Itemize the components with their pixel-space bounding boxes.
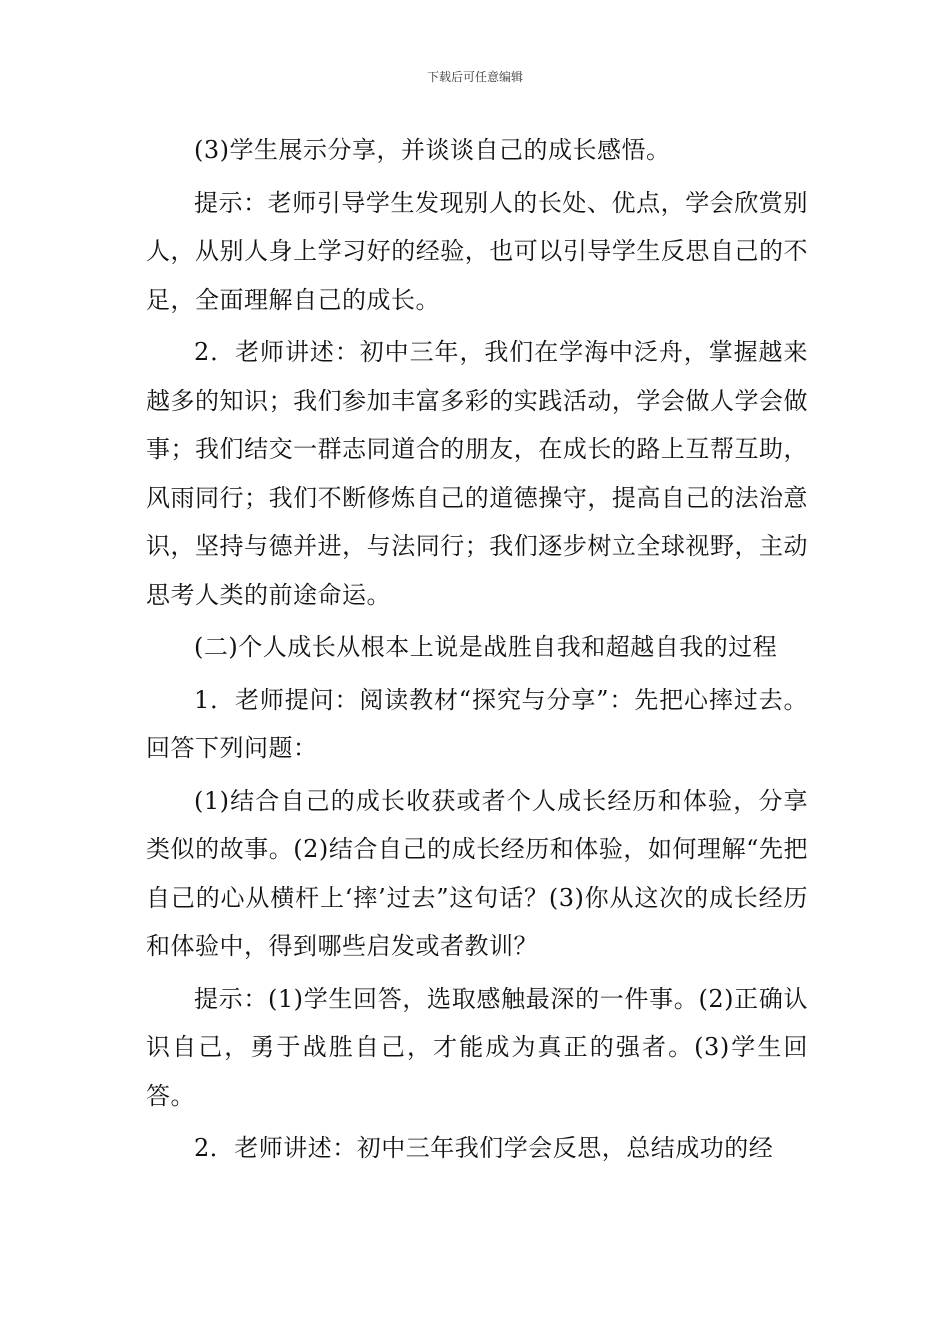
paragraph-student-sharing: (3)学生展示分享，并谈谈自己的成长感悟。: [194, 136, 671, 164]
paragraph-questions: (1)结合自己的成长收获或者个人成长经历和体验，分享类似的故事。(2)结合自己的成长经历和体验，如何理解“先把自己的心从横杆上‘摔’过去”这句话？(3)你从这次的成长经历和体验中，得到哪些启发或者教训？: [146, 786, 808, 960]
paragraph-teacher-reflection: 2．老师讲述：初中三年我们学会反思，总结成功的经: [194, 1134, 774, 1162]
paragraph-hint-appreciate: 提示：老师引导学生发现别人的长处、优点，学会欣赏别人，从别人身上学习好的经验，也可以引导学生反思自己的不足，全面理解自己的成长。: [146, 188, 808, 314]
paragraph-teacher-question: 1．老师提问：阅读教材“探究与分享”：先把心摔过去。回答下列问题：: [146, 685, 808, 762]
paragraph-teacher-narration: 2．老师讲述：初中三年，我们在学海中泛舟，掌握越来越多的知识；我们参加丰富多彩的实践活动，学会做人学会做事；我们结交一群志同道合的朋友，在成长的路上互帮互助，风雨同行；我们不断修炼自己的道德操守，提高自己的法治意识，坚持与德并进，与法同行；我们逐步树立全球视野，主动思考人类的前途命运。: [146, 338, 808, 609]
paragraph-hint-answers: 提示：(1)学生回答，选取感触最深的一件事。(2)正确认识自己，勇于战胜自己，才能成为真正的强者。(3)学生回答。: [146, 984, 808, 1110]
page-header: 下载后可任意编辑: [426, 70, 523, 84]
section-heading: (二)个人成长从根本上说是战胜自我和超越自我的过程: [194, 633, 778, 661]
document-body: [146, 126, 808, 1177]
